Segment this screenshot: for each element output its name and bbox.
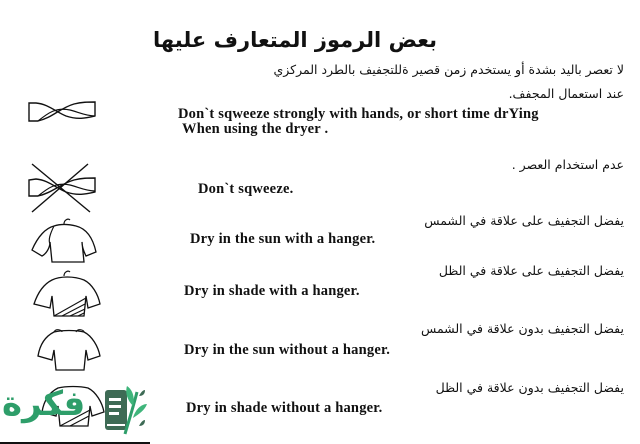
hang-dry-shade-icon [30,268,106,320]
watermark-text: فكرة [2,384,86,424]
hang-dry-sun-icon [28,214,104,264]
instruction-en-1b: When using the dryer . [182,121,329,137]
watermark-logo [0,378,150,444]
instruction-en-5: Dry in the sun without a hanger. [184,342,391,358]
instruction-ar-3: يفضل التجفيف على علاقة في الشمس [424,213,624,228]
instruction-ar-4: يفضل التجفيف على علاقة في الظل [438,263,624,278]
instruction-en-3: Dry in the sun with a hanger. [190,231,376,247]
instruction-en-6: Dry in shade without a hanger. [186,400,383,416]
instruction-ar-2: عدم استخدام العصر . [511,157,624,172]
instruction-ar-1a: لا تعصر باليد بشدة أو يستخدم زمن قصير ةللتجفيف بالطرد المركزي [273,62,624,77]
book-leaf-icon [103,382,149,442]
wring-gently-icon [26,98,98,126]
page-title: بعض الرموز المتعارف عليها [153,28,437,52]
instruction-en-1a: Don`t sqweeze strongly with hands, or short time drYing [178,106,539,122]
instruction-ar-5: يفضل التجفيف بدون علاقة في الشمس [421,321,624,336]
instruction-ar-1b: عند استعمال المجفف. [508,86,624,101]
flat-dry-sun-icon [32,326,108,372]
instruction-en-4: Dry in shade with a hanger. [184,283,360,299]
instruction-ar-6: يفضل التجفيف بدون علاقة في الظل [435,380,624,395]
do-not-wring-icon [26,162,98,214]
instruction-en-2: Don`t sqweeze. [198,181,294,197]
